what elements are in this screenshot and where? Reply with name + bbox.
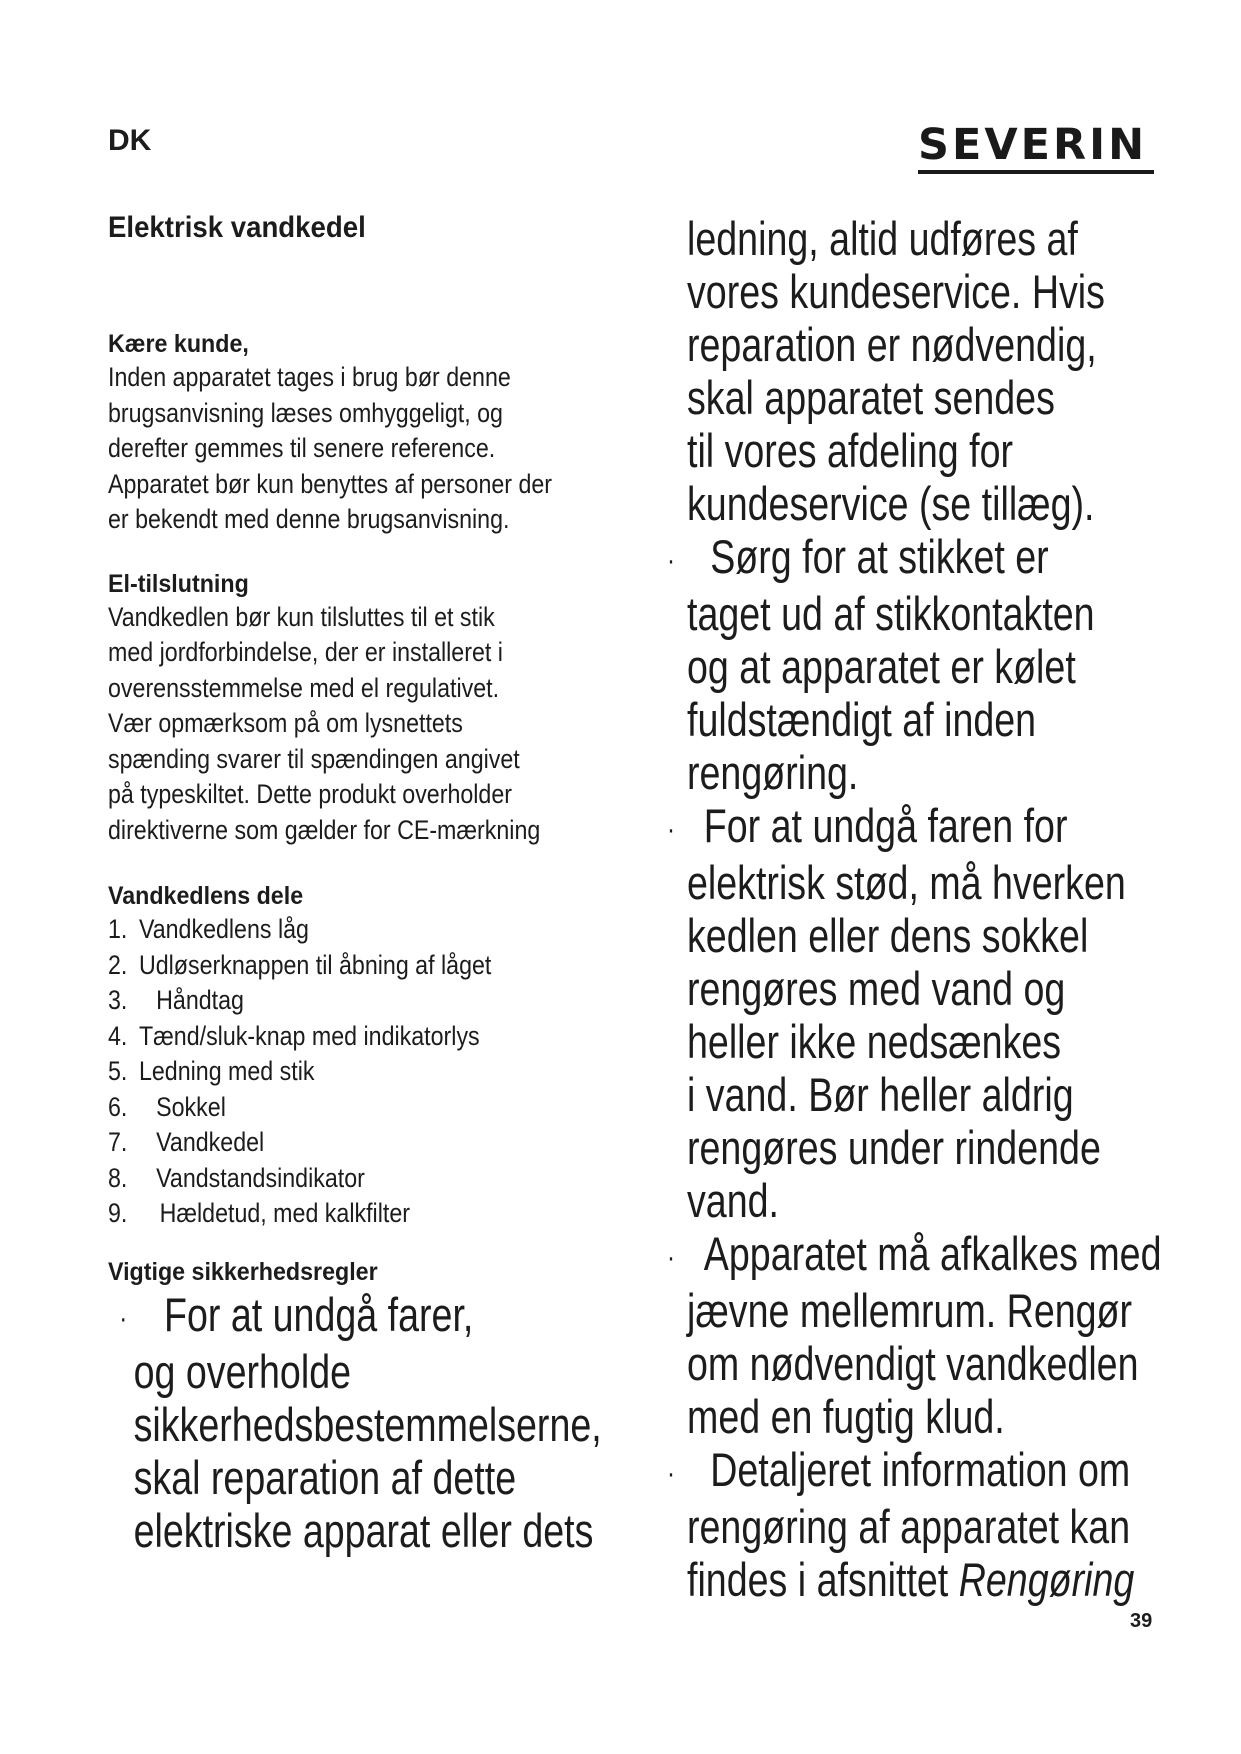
severin-logo: [918, 122, 1154, 174]
text-line: direktiverne som gælder for CE-mærkning: [108, 814, 541, 845]
bullet-line: · For at undgå faren for: [667, 799, 1115, 856]
list-item: 8. Vandstandsindikator: [108, 1162, 365, 1193]
text-line: ledning, altid udføres af: [687, 212, 1078, 265]
list-item: 7. Vandkedel: [108, 1127, 265, 1157]
language-code: DK: [108, 124, 152, 157]
bullet-icon: ·: [667, 813, 675, 847]
text-line: Vandkedlen bør kun tilsluttes til et stik: [108, 601, 495, 632]
safety-bullet-line: · For at undgå farer,: [108, 1288, 524, 1345]
right-column: [667, 212, 1227, 1607]
text-line: i vand. Bør heller aldrig: [687, 1068, 1074, 1122]
text-line: findes i afsnittet Rengøring: [687, 1553, 1135, 1607]
text-line: skal apparatet sendes: [687, 371, 1055, 424]
left-column: [108, 210, 628, 1557]
list-item: 2. Udløserknappen til åbning af låget: [108, 949, 492, 980]
text-line: fuldstændigt af inden: [687, 693, 1037, 747]
bullet-line: · Detaljeret information om: [667, 1443, 1115, 1500]
text-line: elektriske apparat eller dets: [133, 1503, 594, 1557]
list-item: 6. Sokkel: [108, 1091, 226, 1122]
text-line: heller ikke nedsænkes: [687, 1015, 1062, 1069]
text-line: rengøring af apparatet kan: [687, 1500, 1131, 1554]
bullet-icon: ·: [667, 1457, 675, 1491]
text-line: rengøres med vand og: [687, 962, 1066, 1016]
parts-list: [108, 912, 628, 1232]
bullet-line: · Sørg for at stikket er: [667, 530, 1115, 587]
text-line: jævne mellemrum. Rengør: [687, 1284, 1133, 1338]
text-line: taget ud af stikkontakten: [687, 587, 1095, 641]
bullet-icon: ·: [667, 1241, 675, 1275]
text-line: derefter gemmes til senere reference.: [108, 433, 496, 463]
text-line: brugsanvisning læses omhyggeligt, og: [108, 397, 503, 428]
text-line: Apparatet bør kun benyttes af personer der: [108, 468, 553, 499]
text-line: med en fugtig klud.: [687, 1390, 1005, 1444]
parts-heading: Vandkedlens dele: [108, 882, 304, 910]
text-line: Vær opmærksom på om lysnettets: [108, 708, 463, 738]
bullet-icon: ·: [119, 1301, 128, 1335]
text-line: spænding svarer til spændingen angivet: [108, 743, 520, 774]
bullet-line: · Apparatet må afkalkes med: [667, 1227, 1115, 1284]
text-line: er bekendt med denne brugsanvisning.: [108, 504, 510, 534]
dear-customer-heading: Kære kunde,: [108, 330, 249, 358]
bullet-icon: ·: [667, 544, 675, 578]
text-line: om nødvendigt vandkedlen: [687, 1337, 1139, 1391]
text-line: og at apparatet er kølet: [687, 640, 1076, 694]
text-line: vores kundeservice. Hvis: [687, 265, 1105, 318]
text-line: og overholde: [133, 1344, 352, 1398]
text-line: kedlen eller dens sokkel: [687, 909, 1089, 963]
list-item: 5. Ledning med stik: [108, 1056, 315, 1086]
text-line: reparation er nødvendig,: [687, 318, 1097, 371]
text-line: på typeskiltet. Dette produkt overholder: [108, 779, 512, 809]
text-line: Inden apparatet tages i brug bør denne: [108, 362, 511, 392]
text-line: til vores afdeling for: [687, 424, 1014, 477]
text-line: skal reparation af dette: [133, 1450, 517, 1504]
text-line: med jordforbindelse, der er installeret i: [108, 637, 503, 667]
document-title: Elektrisk vandkedel: [108, 211, 366, 244]
text-line: sikkerhedsbestemmelserne,: [133, 1397, 602, 1451]
section-reference: Rengøring: [958, 1553, 1135, 1607]
list-item: 9. Hældetud, med kalkfilter: [108, 1198, 410, 1228]
electrical-heading: El-tilslutning: [108, 569, 249, 598]
list-item: 3. Håndtag: [108, 985, 244, 1015]
safety-heading: Vigtige sikkerhedsregler: [108, 1257, 378, 1286]
text-line: vand.: [687, 1174, 779, 1228]
list-item: 1. Vandkedlens låg: [108, 914, 309, 944]
text-line: rengøring.: [687, 746, 859, 800]
text-line: rengøres under rindende: [687, 1121, 1101, 1175]
page-number: 39: [1130, 1610, 1153, 1632]
text-line: overensstemmelse med el regulativet.: [108, 672, 500, 703]
brand-logo-text: SEVERIN: [918, 120, 1148, 170]
list-item: 4. Tænd/sluk-knap med indikatorlys: [108, 1020, 480, 1051]
text-line: kundeservice (se tillæg).: [687, 477, 1095, 530]
logo-underline: [918, 170, 1154, 174]
text-line: elektrisk stød, må hverken: [687, 856, 1126, 910]
